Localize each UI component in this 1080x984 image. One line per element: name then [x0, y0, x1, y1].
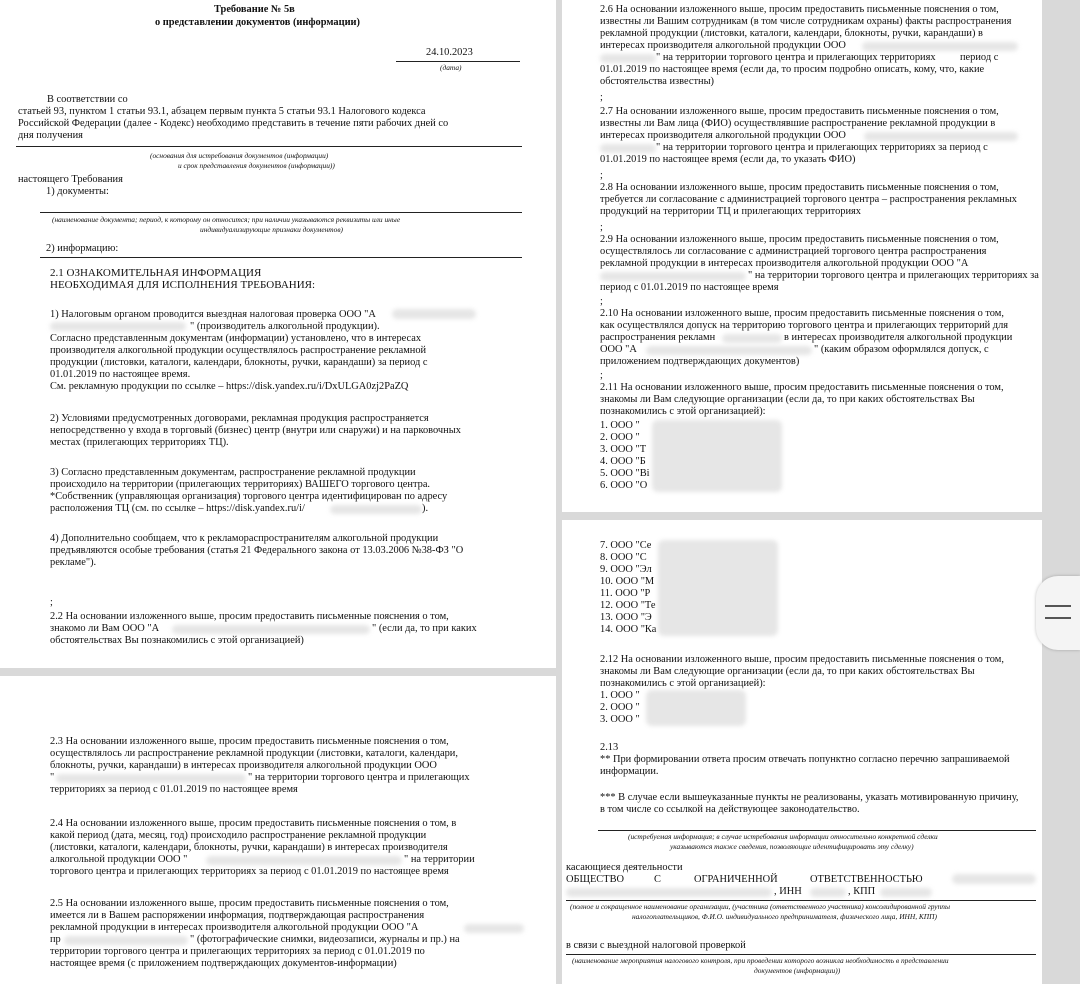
p22-line: обстоятельствах Вы познакомились с этой организацией) — [50, 635, 304, 646]
redaction — [810, 888, 846, 897]
p210-line: как осуществлялся допуск на территорию торгового центра и прилегающих территорий для — [600, 320, 1009, 331]
p25-line: " (фотографические снимки, видеозаписи, журналы и пр.) на — [190, 934, 460, 945]
note-line: информации. — [600, 766, 659, 777]
p28-line: продукций на территории ТЦ и прилегающих территориях — [600, 206, 861, 217]
doc-subtitle: о представлении документов (информации) — [155, 17, 361, 28]
p28-line: требуется ли согласование с администрацией торгового центра – распространения рекламных — [600, 194, 1018, 205]
p4-line: 4) Дополнительно сообщаем, что к рекламораспространителям алкогольной продукции — [50, 533, 439, 544]
date-caption: (дата) — [440, 63, 462, 72]
section-head: 2.1 ОЗНАКОМИТЕЛЬНАЯ ИНФОРМАЦИЯ — [50, 267, 262, 279]
req-line: настоящего Требования — [18, 174, 123, 185]
regarding-line: касающиеся деятельности — [566, 862, 683, 873]
p23-line: " — [50, 772, 55, 783]
doc-date: 24.10.2023 — [426, 47, 473, 58]
redaction — [392, 309, 476, 319]
p23-line: 2.3 На основании изложенного выше, просим предоставить письменные пояснения о том, — [50, 736, 449, 747]
info-item: 2) информацию: — [46, 243, 119, 254]
intro-line: В соответствии со — [47, 94, 128, 105]
redaction — [600, 54, 656, 63]
list-item: 6. ООО "О — [600, 480, 648, 491]
list-item: 7. ООО "Се — [600, 540, 652, 551]
docs-caption: (наименование документа; период, к которому он относится; при наличии указываются реквизиты или иные — [52, 215, 401, 224]
connection-line: в связи с выездной налоговой проверкой — [566, 940, 746, 951]
p27-line: " на территории торгового центра и прилегающих территориях за период с — [656, 142, 988, 153]
semicolon: ; — [600, 296, 603, 307]
p23-line: блокноты, ручки, карандаши) в интересах производителя алкогольной продукции ООО — [50, 760, 437, 771]
p3-line: *Собственник (управляющая организация) торгового центра идентифицирован по адресу — [50, 491, 448, 502]
p23-line: осуществлялось ли распространение рекламной продукции (листовки, каталоги, календари, — [50, 748, 458, 759]
p211-line: познакомились с этой организацией): — [600, 406, 766, 417]
p25-line: пр — [50, 934, 61, 945]
p26-line: обстоятельства известны) — [600, 76, 715, 87]
org-word: С — [654, 874, 661, 885]
p24-line: (листовки, каталоги, календари, блокноты, ручки, карандаши) в интересах производителя — [50, 842, 448, 853]
p29-line: период с 01.01.2019 по настоящее время — [600, 282, 779, 293]
redaction — [566, 888, 772, 897]
redaction — [952, 874, 1036, 884]
info-caption: (истребуемая информация; в случае истребования информации относительно конкретной сделки — [628, 832, 938, 841]
p26-line: " на территории торгового центра и прилегающих территориях — [656, 52, 936, 63]
p1-line: " (производитель алкогольной продукции). — [190, 321, 380, 332]
p212-line: знакомы ли Вам следующие организации (если да, то при каких обстоятельствах Вы — [600, 666, 975, 677]
p24-line: алкогольной продукции ООО " — [50, 854, 188, 865]
list-item: 4. ООО "Б — [600, 456, 646, 467]
p25-line: 2.5 На основании изложенного выше, просим предоставить письменные пояснения о том, — [50, 898, 449, 909]
basis-underline — [16, 146, 522, 147]
redaction — [464, 924, 524, 933]
semicolon: ; — [600, 370, 603, 381]
p4-line: рекламе"). — [50, 557, 97, 568]
info-underline — [598, 830, 1036, 831]
p27-line: известны ли Вам лица (ФИО) осуществлявшие распространение рекламной продукции в — [600, 118, 996, 129]
list-item: 14. ООО "Ка — [600, 624, 657, 635]
p26-line: рекламной продукции (листовки, каталоги, календари, блокноты, ручки, карандаши) в — [600, 28, 983, 39]
p211-line: знакомы ли Вам следующие организации (если да, то при каких обстоятельствах Вы — [600, 394, 975, 405]
p29-line: осуществлялось ли согласование с администрацией торгового центра распространения — [600, 246, 987, 257]
p24-line: какой период (дата, месяц, год) происходило распространение рекламной продукции — [50, 830, 427, 841]
docs-caption: индивидуализирующие признаки документов) — [200, 225, 343, 234]
p212-line: познакомились с этой организацией): — [600, 678, 766, 689]
org-underline — [566, 900, 1036, 901]
docs-underline — [40, 212, 522, 213]
org-word: ОБЩЕСТВО — [566, 874, 625, 885]
p3-line: происходило на территории (прилегающих территориях) ВАШЕГО торгового центра. — [50, 479, 431, 490]
semicolon: ; — [600, 92, 603, 103]
p24-line: 2.4 На основании изложенного выше, просим предоставить письменные пояснения о том, в — [50, 818, 457, 829]
p1-link[interactable]: См. рекламную продукции по ссылке – https://disk.yandex.ru/i/DxULGA0zj2PaZQ — [50, 381, 409, 392]
list-item: 8. ООО "С — [600, 552, 647, 563]
p28-line: 2.8 На основании изложенного выше, просим предоставить письменные пояснения о том, — [600, 182, 999, 193]
redaction — [722, 334, 782, 343]
handle-grip-icon — [1045, 617, 1071, 619]
page-left-bottom — [0, 676, 556, 984]
list-item: 10. ООО "М — [600, 576, 655, 587]
section-head: НЕОБХОДИМАЯ ДЛЯ ИСПОЛНЕНИЯ ТРЕБОВАНИЯ: — [50, 279, 316, 291]
p25-line: рекламной продукции в интересах производителя алкогольной продукции ООО "А — [50, 922, 419, 933]
page-right-bottom — [562, 520, 1042, 984]
handle-grip-icon — [1045, 605, 1071, 607]
redaction — [880, 888, 932, 897]
p29-line: рекламной продукции в интересах производителя алкогольной продукции ООО "А — [600, 258, 969, 269]
redaction — [330, 505, 422, 514]
p29-line: " на территории торгового центра и прилегающих территориях за — [748, 270, 1039, 281]
basis-caption: (основания для истребования документов (информации) — [150, 151, 329, 160]
p210-line: в интересах производителя алкогольной продукции — [784, 332, 1013, 343]
org-word: ОГРАНИЧЕННОЙ — [694, 874, 778, 885]
intro-line: Российской Федерации (далее - Кодекс) необходимо представить в течение пяти рабочих дней со — [18, 118, 449, 129]
redaction — [658, 540, 778, 636]
redaction — [864, 132, 1018, 141]
p27-line: 2.7 На основании изложенного выше, просим предоставить письменные пояснения о том, — [600, 106, 999, 117]
list-item: 2. ООО " — [600, 702, 640, 713]
org-caption: налогоплательщиков, Ф.И.О. индивидуального предпринимателя, физического лица, ИНН, КПП) — [632, 912, 937, 921]
p23-line: территориях за период с 01.01.2019 по настоящее время — [50, 784, 298, 795]
list-item: 1. ООО " — [600, 690, 640, 701]
list-item: 5. ООО "Ві — [600, 468, 650, 479]
list-item: 12. ООО "Те — [600, 600, 656, 611]
p24-line: " на территории — [404, 854, 475, 865]
p1-line: продукции (листовки, каталоги, календари, блокноты, ручки, карандаши) за период с — [50, 357, 428, 368]
connection-caption: документов (информации)) — [754, 966, 841, 975]
connection-underline — [566, 954, 1036, 955]
p26-line: 01.01.2019 по настоящее время (если да, то просим подробно описать, кому, что, какие — [600, 64, 985, 75]
docs-item: 1) документы: — [46, 186, 109, 197]
list-item: 3. ООО " — [600, 714, 640, 725]
p25-line: имеется ли в Вашем распоряжении информация, подтверждающая распространения — [50, 910, 425, 921]
list-item: 9. ООО "Эл — [600, 564, 652, 575]
note-line: *** В случае если вышеуказанные пункты не реализованы, указать мотивированную причину, — [600, 792, 1019, 803]
p25-line: территории торгового центра и прилегающих территориях за период с 01.01.2019 по — [50, 946, 425, 957]
intro-line: дня получения — [18, 130, 83, 141]
p27-line: 01.01.2019 по настоящее время (если да, то указать ФИО) — [600, 154, 856, 165]
list-item: 1. ООО " — [600, 420, 640, 431]
redaction — [652, 420, 782, 492]
date-underline — [396, 61, 520, 62]
p210-line: 2.10 На основании изложенного выше, просим предоставить письменные пояснения о том, — [600, 308, 1004, 319]
org-caption: (полное и сокращенное наименование организации, (участника (ответственного участника) консолидированной группы — [570, 902, 950, 911]
p3-line: 3) Согласно представленным документам, распространение рекламной продукции — [50, 467, 416, 478]
p26-line: 2.6 На основании изложенного выше, просим предоставить письменные пояснения о том, — [600, 4, 999, 15]
list-item: 3. ООО "Т — [600, 444, 647, 455]
p4-line: предъявляются особые требования (статья 21 Федерального закона от 13.03.2006 №38-ФЗ "О — [50, 545, 464, 556]
page-right-top — [562, 0, 1042, 512]
p26-line: известны ли Вашим сотрудникам (в том числе сотрудникам охраны) факты распространения — [600, 16, 1012, 27]
p22-line: " (если да, то при каких — [372, 623, 477, 634]
list-item: 11. ООО "Р — [600, 588, 651, 599]
item-213: 2.13 — [600, 742, 619, 753]
redaction — [646, 346, 812, 355]
redaction — [172, 625, 370, 634]
p1-line: 01.01.2019 по настоящее время. — [50, 369, 191, 380]
note-line: ** При формировании ответа просим отвечать попунктно согласно перечню запрашиваемой — [600, 754, 1010, 765]
p22-line: знакомо ли Вам ООО "А — [50, 623, 160, 634]
basis-caption: и срок представления документов (информации)) — [178, 161, 335, 170]
info-underline — [40, 257, 522, 258]
page-left-top — [0, 0, 556, 668]
p25-line: настоящее время (с приложением подтверждающих документов-информации) — [50, 958, 397, 969]
p26-line: период с — [960, 52, 999, 63]
p2-line: непосредственно у входа в торговый (бизнес) центр (внутри или снаружи) и на парковочных — [50, 425, 461, 436]
p27-line: интересах производителя алкогольной продукции ООО — [600, 130, 846, 141]
redaction — [600, 272, 746, 281]
info-caption: указываются также сведения, позволяющие идентифицировать эту сделку) — [670, 842, 914, 851]
scroll-handle[interactable] — [1036, 576, 1080, 650]
p2-line: местах (прилегающих территориях ТЦ). — [50, 437, 229, 448]
p29-line: 2.9 На основании изложенного выше, просим предоставить письменные пояснения о том, — [600, 234, 999, 245]
redaction — [600, 144, 656, 153]
p1-line: производителя алкогольной продукции осуществлялось распространение рекламной — [50, 345, 427, 356]
redaction — [56, 774, 246, 783]
org-word: ОТВЕТСТВЕННОСТЬЮ — [810, 874, 923, 885]
p210-line: распространения рекламн — [600, 332, 716, 343]
p211-line: 2.11 На основании изложенного выше, просим предоставить письменные пояснения о том, — [600, 382, 1004, 393]
semicolon: ; — [600, 222, 603, 233]
p210-line: " (каким образом оформлялся допуск, с — [814, 344, 989, 355]
intro-line: статьей 93, пунктом 1 статьи 93.1, абзацем первым пункта 5 статьи 93.1 Налогового кодекса — [18, 106, 426, 117]
redaction — [50, 322, 186, 331]
p212-line: 2.12 На основании изложенного выше, просим предоставить письменные пояснения о том, — [600, 654, 1004, 665]
note-line: в том числе со ссылкой на действующее законодательство. — [600, 804, 860, 815]
p210-line: ООО "А — [600, 344, 637, 355]
semicolon: ; — [600, 170, 603, 181]
list-item: 2. ООО " — [600, 432, 640, 443]
p1-line: 1) Налоговым органом проводится выездная налоговая проверка ООО "А — [50, 309, 376, 320]
redaction — [206, 856, 402, 865]
redaction — [862, 42, 1018, 51]
p2-line: 2) Условиями предусмотренных договорами, рекламная продукция распространяется — [50, 413, 429, 424]
semicolon: ; — [50, 597, 53, 608]
p1-line: Согласно представленным документам (информации) установлено, что в интересах — [50, 333, 422, 344]
redaction — [64, 936, 188, 945]
p3-link[interactable]: расположения ТЦ (см. по ссылке – https://disk.yandex.ru/i/ — [50, 503, 305, 514]
p210-line: приложением подтверждающих документов) — [600, 356, 800, 367]
p24-line: торгового центра и прилегающих территориях за период с 01.01.2019 по настоящее время — [50, 866, 449, 877]
p22-line: 2.2 На основании изложенного выше, просим предоставить письменные пояснения о том, — [50, 611, 449, 622]
kpp-label: , КПП — [848, 886, 876, 897]
list-item: 13. ООО "Э — [600, 612, 652, 623]
p26-line: интересах производителя алкогольной продукции ООО — [600, 40, 846, 51]
doc-title: Требование № 5в — [214, 4, 295, 15]
inn-label: , ИНН — [774, 886, 802, 897]
p23-line: " на территории торгового центра и прилегающих — [248, 772, 470, 783]
p3-line: ). — [422, 503, 429, 514]
connection-caption: (наименование мероприятия налогового контроля, при проведении которого возникла необходимость в представлении — [572, 956, 949, 965]
redaction — [646, 690, 746, 726]
